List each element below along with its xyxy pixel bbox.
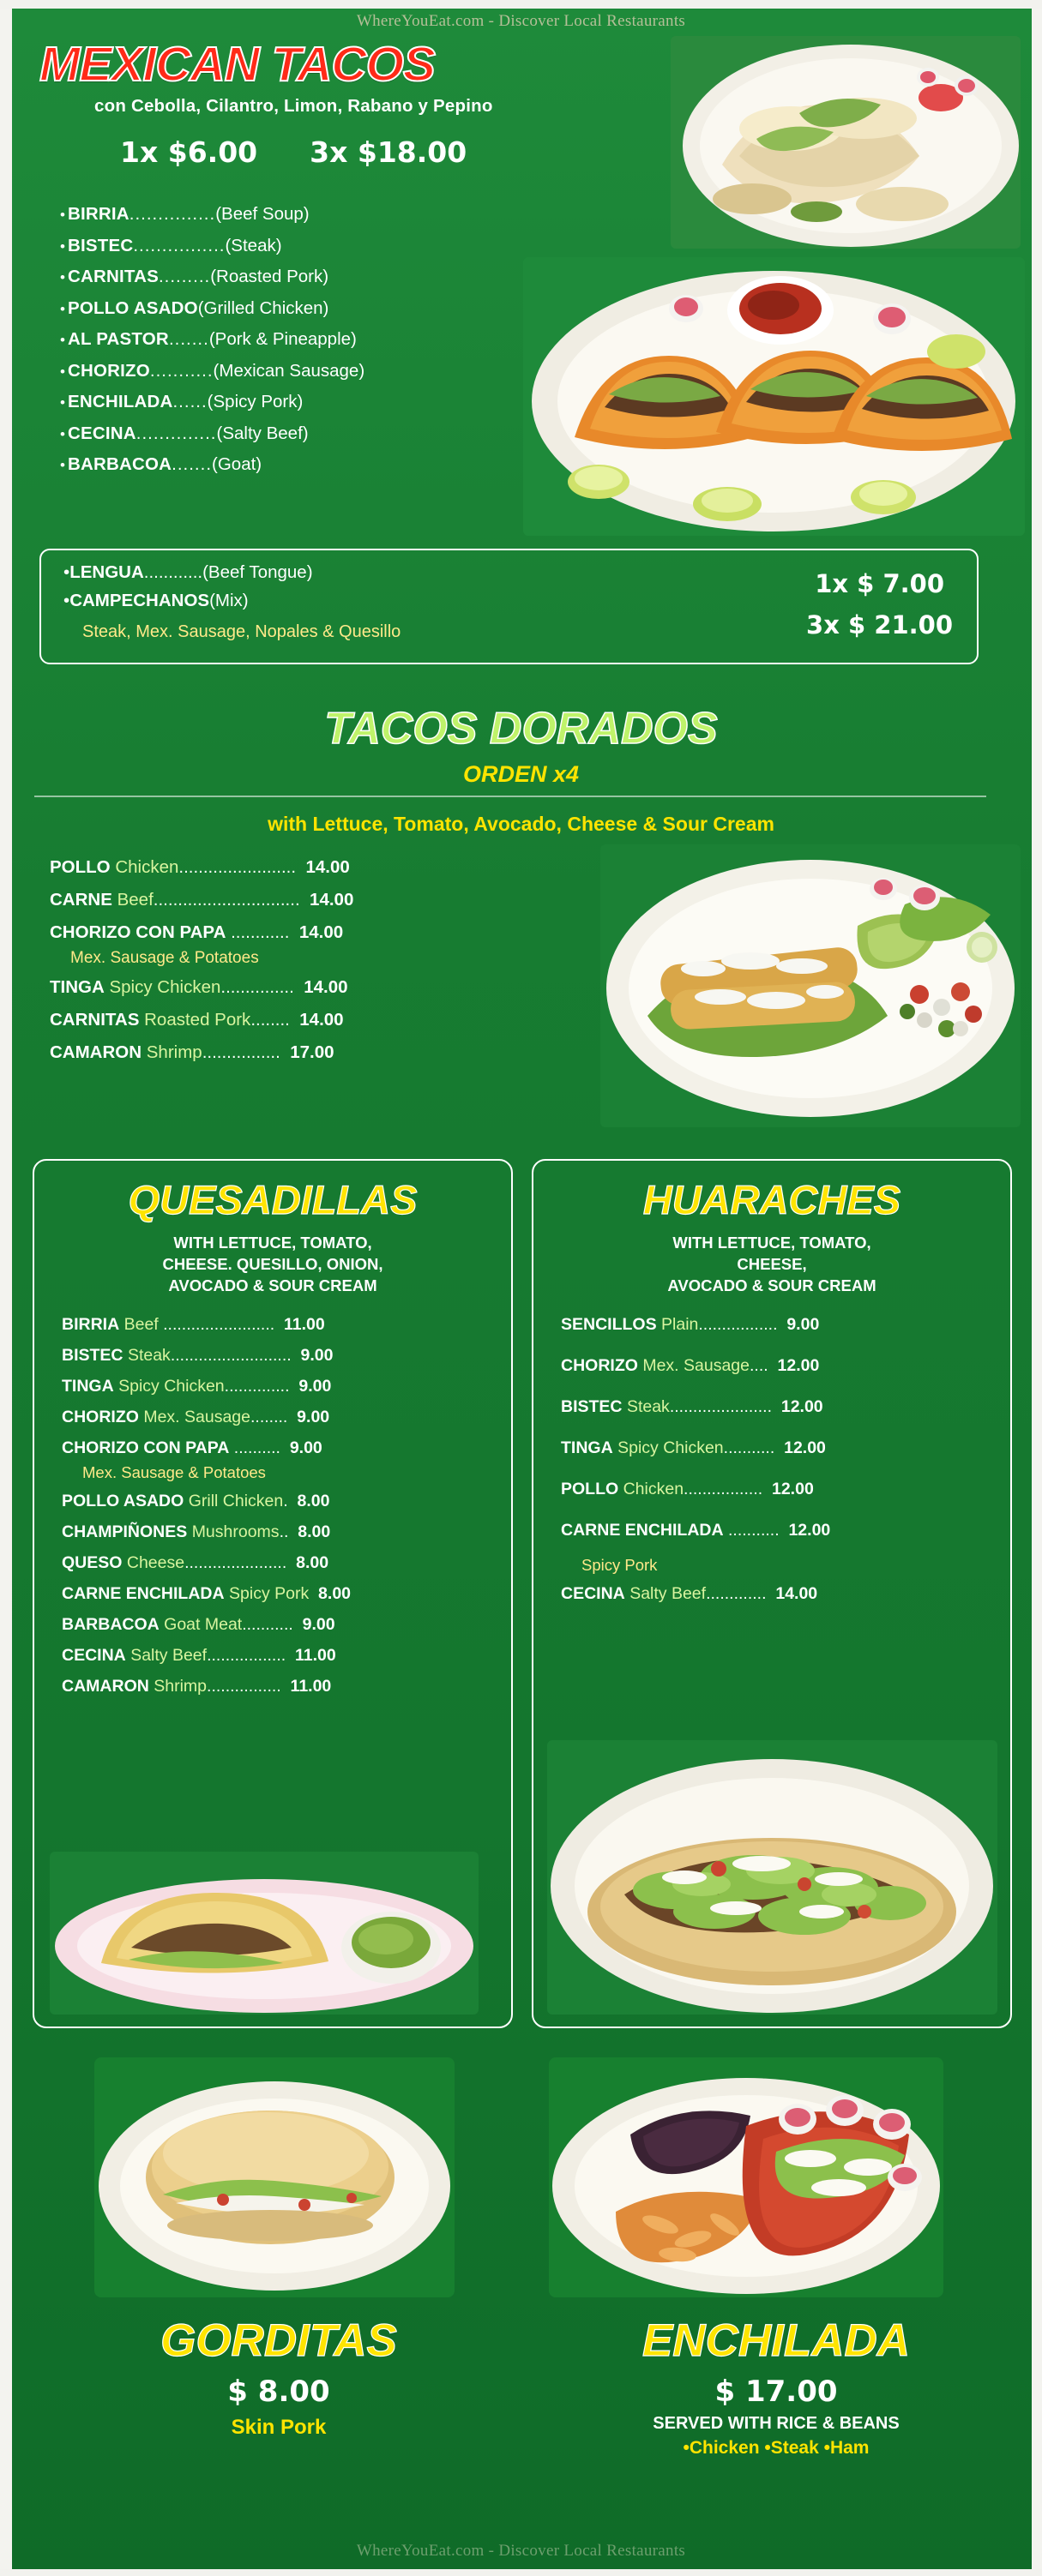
bullet-icon: • [63, 562, 70, 582]
item-translation: (Salty Beef) [216, 423, 309, 443]
menu-item-row [561, 1480, 990, 1499]
bullet-icon: • [60, 237, 65, 255]
item-name: BISTEC [561, 1397, 623, 1416]
item-name: CARNE ENCHILADA [62, 1584, 225, 1603]
item-name: TINGA [50, 977, 105, 997]
bullet-icon: • [60, 269, 65, 285]
item-dots: ................. [684, 1480, 763, 1498]
mexican-tacos-prices [120, 135, 652, 169]
item-name: SENCILLOS [561, 1315, 657, 1334]
item-translation: (Spicy Pork) [207, 392, 304, 411]
item-dots: ........... [242, 1615, 293, 1634]
menu-item-row [50, 922, 599, 943]
menu-item-row [62, 1346, 491, 1366]
item-price: 12.00 [762, 1480, 814, 1498]
menu-item-row [561, 1397, 990, 1417]
paper-edge-right [1032, 0, 1042, 2576]
item-translation: Salty Beef [130, 1646, 208, 1665]
bullet-icon: • [60, 457, 65, 473]
item-dots: ........................ [158, 1315, 275, 1334]
item-dots: ...................... [669, 1397, 773, 1416]
item-translation: Steak [127, 1346, 171, 1365]
item-translation: Shrimp [146, 1042, 202, 1062]
menu-item-row [50, 857, 599, 878]
item-dots: ................. [698, 1315, 778, 1334]
item-price: 14.00 [289, 922, 344, 942]
item-translation: Shrimp [154, 1677, 208, 1696]
special-tacos-price-3x: 3x $ 21.00 [806, 610, 953, 639]
item-price: 8.00 [287, 1492, 330, 1510]
item-price: 14.00 [296, 857, 350, 877]
item-translation: (Roasted Pork) [210, 267, 329, 286]
item-name: CAMARON [50, 1042, 142, 1062]
mexican-tacos-price-1x: 1x $6.00 [120, 135, 258, 169]
item-name: QUESO [62, 1553, 123, 1572]
menu-item-row [50, 977, 599, 998]
menu-item-row [62, 1438, 491, 1458]
item-dots: ................ [207, 1677, 281, 1696]
item-dots: .......................... [170, 1346, 292, 1365]
photo-quesadilla [50, 1852, 479, 2015]
paper-edge-top [0, 0, 1042, 9]
item-price: 12.00 [774, 1438, 826, 1457]
item-translation: Spicy Chicken [617, 1438, 724, 1457]
quesadillas-title: QUESADILLAS [128, 1177, 418, 1222]
menu-item-row [60, 236, 626, 256]
item-translation: (Grilled Chicken) [197, 297, 329, 318]
item-translation: (Beef Soup) [215, 204, 310, 224]
menu-item-row [561, 1315, 990, 1335]
menu-item-row [62, 1315, 491, 1335]
tacos-dorados-with: with Lettuce, Tomato, Avocado, Cheese & Sour Cream [268, 813, 774, 835]
item-name: CARNITAS [67, 267, 159, 286]
photo-tacos-plate-2 [523, 257, 1025, 536]
menu-item-row [561, 1356, 990, 1376]
bullet-icon: • [60, 207, 65, 223]
item-name: CECINA [62, 1646, 126, 1665]
menu-item-row [62, 1615, 491, 1635]
item-name: BARBACOA [67, 454, 172, 474]
menu-item-row [50, 890, 599, 910]
item-name: ENCHILADA [67, 392, 173, 411]
item-translation: Spicy Pork [229, 1584, 310, 1603]
item-dots: .. [279, 1522, 289, 1541]
bullet-icon: • [60, 300, 65, 317]
item-translation: (Pork & Pineapple) [208, 329, 357, 349]
quesadillas-subtitle: WITH LETTUCE, TOMATO, CHEESE. QUESILLO, ONION, AVOCADO & SOUR CREAM [162, 1234, 383, 1294]
item-name: CECINA [561, 1584, 625, 1603]
item-translation: (Steak) [225, 235, 282, 255]
item-price: 14.00 [766, 1584, 818, 1603]
enchilada-price: $ 17.00 [714, 2375, 838, 2409]
divider-dorados [34, 796, 986, 797]
item-dots: .... [750, 1356, 768, 1375]
item-dots: ...................... [184, 1553, 287, 1572]
item-name: POLLO [561, 1480, 619, 1498]
photo-enchilada [549, 2057, 943, 2297]
item-name: CHORIZO [62, 1408, 139, 1426]
item-price: 14.00 [293, 977, 348, 997]
huaraches-list [561, 1315, 990, 1625]
item-name: CECINA [67, 423, 136, 443]
item-price: 9.00 [777, 1315, 820, 1334]
item-dots: ........................ [178, 857, 297, 877]
paper-edge-bottom [0, 2569, 1042, 2576]
item-dots: ............... [220, 977, 294, 997]
tacos-dorados-orden: ORDEN x4 [462, 761, 580, 787]
item-name: BISTEC [67, 235, 134, 255]
item-translation: (Goat) [212, 454, 262, 474]
item-price: 9.00 [292, 1615, 335, 1634]
item-dots: .......... [233, 1438, 280, 1457]
item-translation: (Beef Tongue) [202, 562, 313, 582]
mexican-tacos-title: MEXICAN TACOS [39, 37, 435, 92]
bullet-icon: • [60, 363, 65, 380]
item-name: CARNE ENCHILADA [561, 1521, 724, 1540]
item-dots: ............ [231, 922, 290, 942]
item-translation: Salty Beef [629, 1584, 707, 1603]
item-name: BIRRIA [67, 204, 129, 224]
item-translation: Plain [661, 1315, 699, 1334]
item-name: BISTEC [62, 1346, 123, 1365]
photo-tacos-plate-1 [671, 36, 1021, 249]
item-name: POLLO ASADO [62, 1492, 184, 1510]
item-name: CHAMPIÑONES [62, 1522, 188, 1541]
item-dots: ........... [723, 1438, 775, 1457]
item-price: 9.00 [291, 1346, 334, 1365]
item-translation: Beef [117, 890, 154, 910]
item-translation: Grill Chicken [188, 1492, 284, 1510]
special-tacos-price-1x: 1x $ 7.00 [815, 569, 944, 598]
item-translation: Mex. Sausage [642, 1356, 750, 1375]
item-name: TINGA [62, 1377, 114, 1396]
item-translation: (Mexican Sausage) [213, 360, 365, 381]
menu-item-row [62, 1553, 491, 1573]
item-price: 11.00 [286, 1646, 336, 1665]
menu-item-row [62, 1492, 491, 1511]
item-subnote: Mex. Sausage & Potatoes [82, 1463, 266, 1481]
quesadillas-list [62, 1315, 491, 1708]
menu-item-row [63, 591, 595, 611]
item-translation: Beef [123, 1315, 159, 1334]
item-translation: Steak [626, 1397, 670, 1416]
menu-item-row [62, 1408, 491, 1427]
item-name: CAMPECHANOS [69, 591, 210, 610]
item-dots: ............. [706, 1584, 767, 1603]
item-price: 9.00 [289, 1377, 332, 1396]
item-translation: Chicken [115, 857, 179, 877]
item-dots: ........ [250, 1010, 290, 1030]
menu-item-row [50, 1042, 599, 1063]
item-name: AL PASTOR [67, 329, 169, 349]
item-price: 12.00 [768, 1356, 820, 1375]
photo-gordita [94, 2057, 455, 2297]
item-name: CHORIZO CON PAPA [62, 1438, 230, 1457]
item-dots: .............. [136, 423, 217, 443]
item-dots: .............................. [153, 890, 300, 910]
item-dots: ...... [172, 392, 208, 411]
watermark-top: WhereYouEat.com - Discover Local Restaurants [356, 12, 686, 30]
item-name: CARNITAS [50, 1010, 140, 1030]
item-price: 11.00 [274, 1315, 325, 1334]
menu-item-row [63, 562, 595, 583]
item-name: CARNE [50, 890, 112, 910]
item-dots: ................ [133, 235, 226, 255]
menu-item-row [50, 1010, 599, 1030]
item-dots: ................. [207, 1646, 286, 1665]
item-name: LENGUA [69, 562, 144, 582]
item-price: 8.00 [309, 1584, 352, 1603]
tacos-dorados-title: TACOS DORADOS [324, 704, 718, 754]
item-name: TINGA [561, 1438, 613, 1457]
item-subnote: Spicy Pork [581, 1556, 658, 1574]
menu-item-row [60, 204, 626, 225]
item-translation: Roasted Pork [144, 1010, 251, 1030]
item-price: 12.00 [779, 1521, 831, 1540]
bullet-icon: • [60, 425, 65, 442]
enchilada-note-1: SERVED WITH RICE & BEANS [653, 2414, 900, 2433]
item-price: 9.00 [287, 1408, 330, 1426]
item-dots: ............... [129, 204, 216, 224]
item-name: CHORIZO [561, 1356, 638, 1375]
item-translation: Goat Meat [164, 1615, 243, 1634]
item-price: 12.00 [772, 1397, 823, 1416]
item-dots: ........... [149, 360, 214, 381]
bullet-icon: • [63, 591, 70, 610]
item-subnote: Mex. Sausage & Potatoes [70, 949, 259, 967]
menu-item-row [561, 1521, 990, 1540]
special-tacos-list [63, 562, 595, 619]
menu-item-row [561, 1584, 990, 1604]
mexican-tacos-price-3x: 3x $18.00 [310, 135, 467, 169]
item-name: POLLO ASADO [67, 297, 198, 318]
special-tacos-note: Steak, Mex. Sausage, Nopales & Quesillo [82, 622, 401, 641]
menu-item-row [62, 1677, 491, 1696]
item-name: BIRRIA [62, 1315, 120, 1334]
photo-tacos-dorados [600, 844, 1021, 1127]
gorditas-note: Skin Pork [231, 2416, 327, 2439]
item-name: CAMARON [62, 1677, 149, 1696]
menu-item-row [62, 1377, 491, 1396]
paper-edge-left [0, 0, 12, 2576]
tacos-dorados-list [50, 857, 599, 1075]
item-price: 14.00 [299, 890, 354, 910]
item-dots: ......... [158, 267, 211, 286]
enchilada-title: ENCHILADA [641, 2315, 911, 2366]
item-price: 17.00 [280, 1042, 334, 1062]
item-dots: ....... [172, 454, 213, 474]
item-name: CHORIZO [67, 360, 150, 381]
item-name: POLLO [50, 857, 111, 877]
menu-item-row [62, 1584, 491, 1604]
special-tacos-box [39, 549, 979, 664]
menu-item-row [561, 1438, 990, 1458]
item-dots: ....... [168, 329, 209, 349]
item-translation: Chicken [623, 1480, 684, 1498]
mexican-tacos-subtitle: con Cebolla, Cilantro, Limon, Rabano y Pepino [94, 96, 493, 116]
item-name: BARBACOA [62, 1615, 160, 1634]
item-dots: ............ [143, 562, 203, 582]
menu-item-row [62, 1646, 491, 1666]
item-price: 14.00 [289, 1010, 344, 1030]
item-translation: Spicy Chicken [109, 977, 221, 997]
gorditas-title: GORDITAS [160, 2315, 397, 2366]
item-price: 11.00 [280, 1677, 332, 1696]
item-translation: (Mix) [209, 591, 249, 610]
bullet-icon: • [60, 332, 65, 348]
item-translation: Spicy Chicken [118, 1377, 225, 1396]
bullet-icon: • [60, 394, 65, 411]
watermark-bottom: WhereYouEat.com - Discover Local Restaurants [356, 2542, 686, 2560]
item-price: 9.00 [280, 1438, 322, 1457]
photo-huarache [547, 1740, 997, 2015]
item-name: CHORIZO CON PAPA [50, 922, 226, 942]
item-dots: .............. [224, 1377, 290, 1396]
item-price: 8.00 [286, 1553, 329, 1572]
menu-item-row [62, 1522, 491, 1542]
item-dots: ........ [250, 1408, 288, 1426]
item-dots: . [283, 1492, 288, 1510]
item-dots: ........... [728, 1521, 780, 1540]
item-price: 8.00 [288, 1522, 331, 1541]
enchilada-note-2: •Chicken •Steak •Ham [683, 2438, 870, 2458]
huaraches-subtitle: WITH LETTUCE, TOMATO, CHEESE, AVOCADO & SOUR CREAM [667, 1234, 876, 1294]
item-translation: Mushrooms [191, 1522, 280, 1541]
gorditas-price: $ 8.00 [227, 2375, 330, 2409]
huaraches-title: HUARACHES [642, 1177, 901, 1222]
item-translation: Mex. Sausage [143, 1408, 250, 1426]
item-dots: ................ [202, 1042, 280, 1062]
item-translation: Cheese [126, 1553, 185, 1572]
